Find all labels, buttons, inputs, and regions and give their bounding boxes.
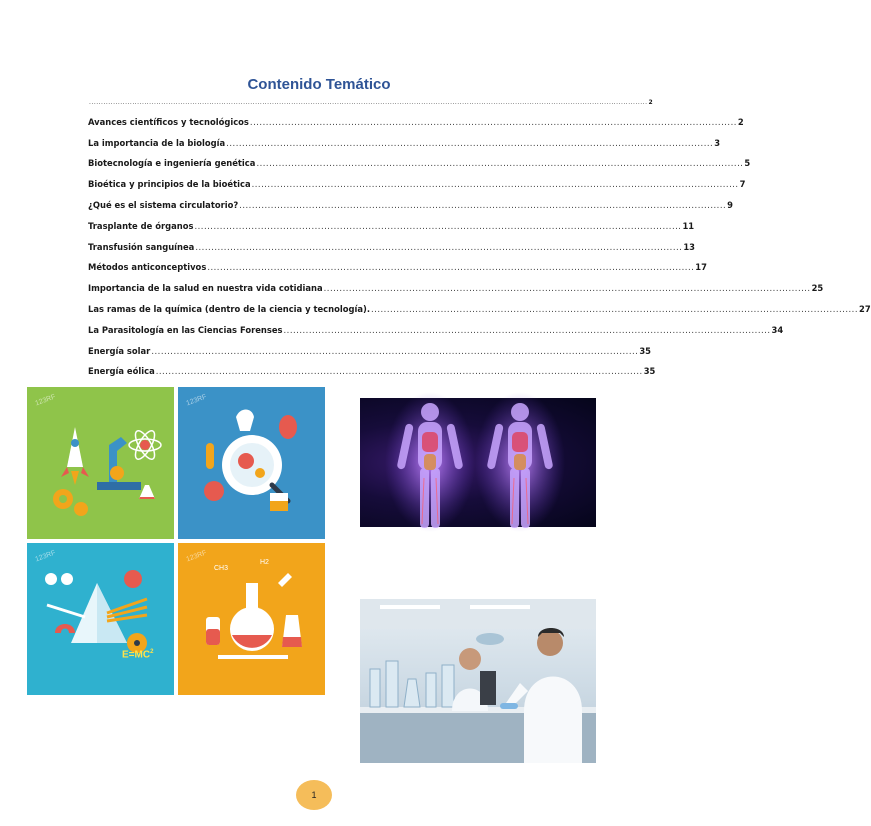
physics-panel: 123RF $E=MC^2$ bbox=[27, 543, 174, 695]
toc-entry[interactable]: ........................................................................................................................................................................................................................................ 2 bbox=[89, 99, 653, 106]
anatomy-figures-icon bbox=[360, 398, 596, 527]
physics-illustration-icon bbox=[27, 543, 174, 695]
toc-entry[interactable]: La Parasitología en las Ciencias Forenses .......................................................................................................................................................... 34 bbox=[88, 324, 784, 335]
toc-entry[interactable]: Trasplante de órganos .......................................................................................................................................................... 11 bbox=[88, 220, 695, 231]
toc-entry-page: 9 bbox=[727, 199, 733, 210]
science-illustration-icon bbox=[27, 387, 174, 539]
toc-entry[interactable]: Energía eólica .......................................................................................................................................................... 35 bbox=[88, 366, 656, 377]
biology-panel: 123RF bbox=[178, 387, 325, 539]
page-number-badge: 1 bbox=[296, 780, 332, 810]
toc-entry-page: 3 bbox=[714, 137, 721, 148]
toc-entry-label: Trasplante de órganos bbox=[88, 220, 194, 231]
toc-entry[interactable]: Métodos anticonceptivos .......................................................................................................................................................... 17 bbox=[88, 262, 707, 273]
toc-entry[interactable]: La importancia de la biología .......................................................................................................................................................... 3 bbox=[88, 137, 721, 148]
toc-entry[interactable]: Energía solar .......................................................................................................................................................... 35 bbox=[88, 345, 651, 356]
toc-entry-label: Energía solar bbox=[88, 345, 151, 356]
toc-entry-page: 34 bbox=[771, 324, 784, 335]
h2-label: H2 bbox=[260, 559, 269, 566]
toc-entry-label: ¿Qué es el sistema circulatorio? bbox=[88, 199, 239, 210]
toc-entry-page: 11 bbox=[682, 220, 695, 231]
biology-illustration-icon bbox=[178, 387, 325, 539]
chemistry-illustration-icon bbox=[178, 543, 325, 695]
ch3-label: CH3 bbox=[214, 565, 229, 572]
toc-entry-label: Métodos anticonceptivos bbox=[88, 262, 207, 273]
toc-entry-page: 2 bbox=[737, 116, 744, 127]
toc-entry[interactable]: Bioética y principios de la bioética .......................................................................................................................................................... 7 bbox=[88, 179, 746, 190]
toc-entry-page: 35 bbox=[639, 345, 651, 356]
toc-entry-page: 5 bbox=[744, 158, 751, 169]
toc-entry[interactable]: Avances científicos y tecnológicos .......................................................................................................................................................... 2 bbox=[88, 116, 744, 127]
table-of-contents bbox=[88, 96, 871, 377]
toc-entry-label: Avances científicos y tecnológicos bbox=[88, 116, 249, 127]
chemistry-panel: 123RF CH3 H2 bbox=[178, 543, 325, 695]
toc-entry-label: Bioética y principios de la bioética bbox=[88, 179, 251, 190]
toc-entry-page: 7 bbox=[739, 179, 746, 190]
toc-entry-label: Biotecnología e ingeniería genética bbox=[88, 158, 256, 169]
laboratory-scientists-image bbox=[360, 599, 596, 763]
page-title: Contenido Temático bbox=[247, 76, 391, 93]
toc-entry-label: La importancia de la biología bbox=[88, 137, 226, 148]
toc-entry[interactable]: ¿Qué es el sistema circulatorio? .......................................................................................................................................................... 9 bbox=[88, 199, 733, 210]
toc-entry[interactable]: Las ramas de la química (dentro de la ciencia y tecnología). .......................................................................................................................................................... 27 bbox=[88, 303, 871, 314]
toc-entry[interactable]: Transfusión sanguínea .......................................................................................................................................................... 13 bbox=[88, 241, 695, 252]
toc-entry-page: 2 bbox=[648, 99, 653, 106]
toc-entry-page: 35 bbox=[643, 366, 656, 377]
toc-entry[interactable]: Biotecnología e ingeniería genética .......................................................................................................................................................... 5 bbox=[88, 158, 751, 169]
toc-entry-label: Las ramas de la química (dentro de la ciencia y tecnología). bbox=[88, 303, 371, 314]
toc-entry-page: 27 bbox=[859, 303, 871, 314]
science-panel: 123RF bbox=[27, 387, 174, 539]
toc-entry-page: 17 bbox=[695, 262, 707, 273]
human-anatomy-image bbox=[360, 398, 596, 527]
toc-entry[interactable]: Importancia de la salud en nuestra vida cotidiana .......................................................................................................................................................... 25 bbox=[88, 283, 824, 294]
toc-entry-label: Importancia de la salud en nuestra vida cotidiana bbox=[88, 283, 323, 294]
toc-entry-page: 25 bbox=[811, 283, 824, 294]
formula-text: $E=MC^2$ bbox=[122, 649, 154, 661]
toc-entry-label: Transfusión sanguínea bbox=[88, 241, 195, 252]
lab-scene-icon bbox=[360, 599, 596, 763]
science-collage-image bbox=[27, 387, 325, 695]
toc-entry-page: 13 bbox=[683, 241, 695, 252]
toc-entry-label: Energía eólica bbox=[88, 366, 155, 377]
toc-entry-label: La Parasitología en las Ciencias Forenses bbox=[88, 324, 283, 335]
